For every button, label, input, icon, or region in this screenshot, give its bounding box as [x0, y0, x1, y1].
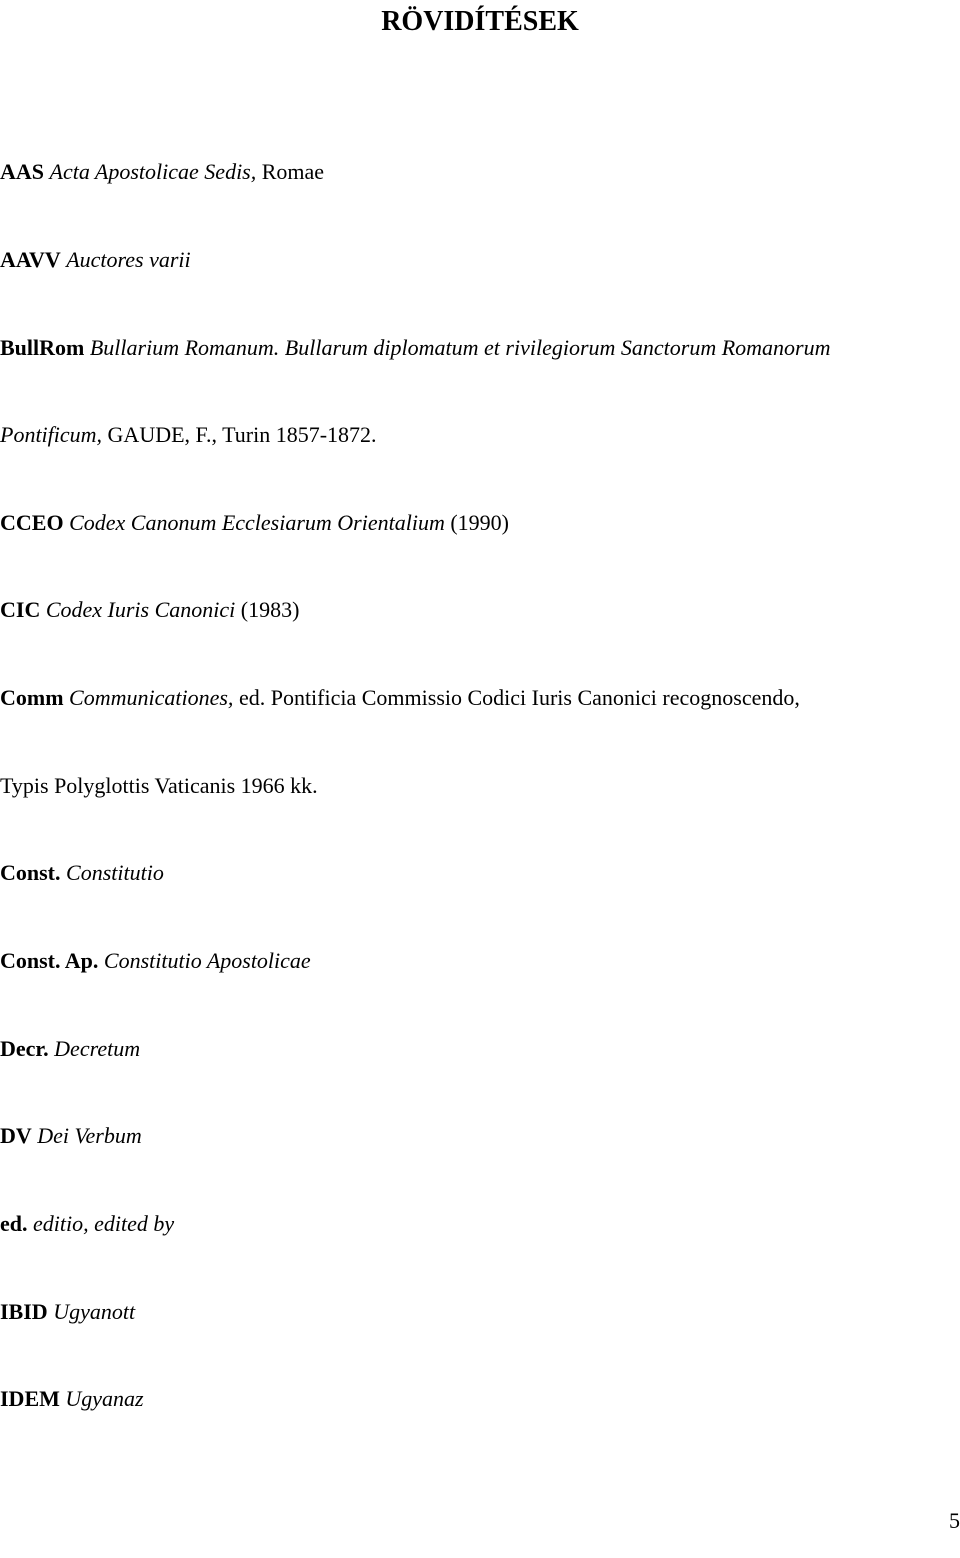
expansion: Constitutio Apostolicae [103, 948, 311, 973]
abbreviation-entry-decr [0, 1036, 140, 1062]
expansion: Codex Iuris Canonici [45, 597, 236, 622]
abbreviation-entry-aavv [0, 247, 191, 273]
abbreviation-entry-comm [0, 685, 800, 711]
page-number: 5 [949, 1508, 960, 1533]
expansion: Auctores varii [66, 247, 191, 272]
expansion-note: (1983) [240, 597, 300, 622]
abbreviation-entry-const-ap [0, 948, 311, 974]
expansion: Decretum [54, 1036, 141, 1061]
abbreviation-entry-const [0, 860, 164, 886]
abbreviation: CCEO [0, 510, 64, 535]
expansion: Ugyanaz [65, 1386, 144, 1411]
abbreviation: CIC [0, 597, 41, 622]
expansion: Acta Apostolicae Sedis, [49, 159, 257, 184]
abbreviation-entry-ibid [0, 1299, 135, 1325]
expansion: Ugyanott [53, 1299, 136, 1324]
expansion-note: (1990) [450, 510, 510, 535]
abbreviation: ed. [0, 1211, 28, 1236]
expansion-note: Typis Polyglottis Vaticanis 1966 kk. [0, 773, 318, 798]
abbreviation: DV [0, 1123, 32, 1148]
abbreviation-entry-dv [0, 1123, 142, 1149]
abbreviation-entry-ed [0, 1211, 174, 1237]
abbreviation-entry-aas [0, 159, 324, 185]
abbreviation-entry-cceo [0, 510, 509, 536]
expansion: Pontificum, [0, 422, 103, 447]
abbreviation: AAVV [0, 247, 61, 272]
abbreviation: BullRom [0, 335, 85, 360]
abbreviation-entry-idem [0, 1386, 144, 1412]
abbreviation: IBID [0, 1299, 48, 1324]
expansion-note: ed. Pontificia Commissio Codici Iuris Canonici recognoscendo, [238, 685, 800, 710]
abbreviation: Const. [0, 860, 61, 885]
expansion: Constitutio [66, 860, 164, 885]
expansion: Bullarium Romanum. Bullarum diplomatum et rivilegiorum Sanctorum Romanorum [89, 335, 831, 360]
expansion: editio, edited by [33, 1211, 175, 1236]
expansion: Communicationes, [69, 685, 234, 710]
expansion: Dei Verbum [37, 1123, 142, 1148]
abbreviation: AAS [0, 159, 45, 184]
abbreviation: Comm [0, 685, 64, 710]
abbreviation-entry-bullrom [0, 335, 831, 361]
expansion-note: GAUDE, F., Turin 1857-1872. [107, 422, 377, 447]
abbreviation-entry-cic [0, 597, 299, 623]
abbreviation: Decr. [0, 1036, 49, 1061]
abbreviation: Const. Ap. [0, 948, 99, 973]
expansion: Codex Canonum Ecclesiarum Orientalium [69, 510, 445, 535]
abbreviation-entry-bullrom-continued [0, 422, 377, 448]
abbreviation: IDEM [0, 1386, 60, 1411]
expansion-note: Romae [261, 159, 325, 184]
page-title: RÖVIDÍTÉSEK [381, 6, 579, 37]
abbreviation-entry-comm-continued [0, 773, 318, 799]
